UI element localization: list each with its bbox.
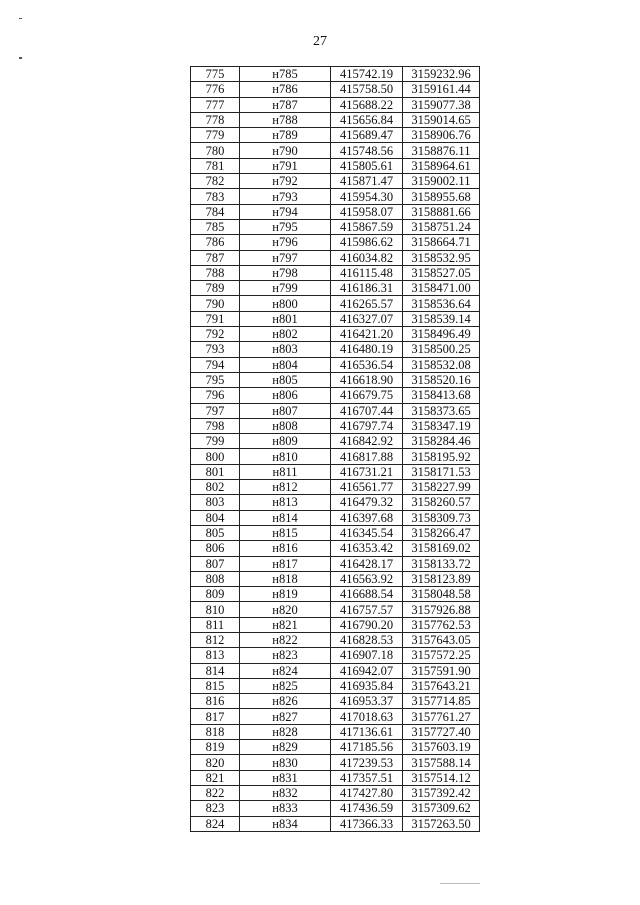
row-number-cell: 811 xyxy=(191,617,240,632)
row-number-cell: 795 xyxy=(191,372,240,387)
y-coordinate-cell: 3158664.71 xyxy=(403,235,480,250)
y-coordinate-cell: 3158539.14 xyxy=(403,311,480,326)
x-coordinate-cell: 415689.47 xyxy=(331,128,403,143)
point-id-cell: н798 xyxy=(240,265,331,280)
table-row xyxy=(191,724,480,739)
table-row xyxy=(191,128,480,143)
x-coordinate-cell: 417239.53 xyxy=(331,755,403,770)
x-coordinate-cell: 416479.32 xyxy=(331,495,403,510)
table-row xyxy=(191,434,480,449)
y-coordinate-cell: 3157588.14 xyxy=(403,755,480,770)
row-number-cell: 796 xyxy=(191,388,240,403)
x-coordinate-cell: 415871.47 xyxy=(331,174,403,189)
point-id-cell: н796 xyxy=(240,235,331,250)
point-id-cell: н819 xyxy=(240,587,331,602)
row-number-cell: 784 xyxy=(191,204,240,219)
row-number-cell: 802 xyxy=(191,480,240,495)
point-id-cell: н785 xyxy=(240,67,331,82)
point-id-cell: н810 xyxy=(240,449,331,464)
table-row xyxy=(191,403,480,418)
x-coordinate-cell: 416345.54 xyxy=(331,525,403,540)
y-coordinate-cell: 3158048.58 xyxy=(403,587,480,602)
x-coordinate-cell: 417357.51 xyxy=(331,770,403,785)
table-row xyxy=(191,785,480,800)
row-number-cell: 779 xyxy=(191,128,240,143)
row-number-cell: 824 xyxy=(191,816,240,831)
x-coordinate-cell: 416707.44 xyxy=(331,403,403,418)
row-number-cell: 799 xyxy=(191,434,240,449)
x-coordinate-cell: 417366.33 xyxy=(331,816,403,831)
table-row xyxy=(191,694,480,709)
y-coordinate-cell: 3158751.24 xyxy=(403,219,480,234)
table-row xyxy=(191,342,480,357)
point-id-cell: н808 xyxy=(240,418,331,433)
point-id-cell: н821 xyxy=(240,617,331,632)
point-id-cell: н833 xyxy=(240,801,331,816)
table-row xyxy=(191,67,480,82)
x-coordinate-cell: 416679.75 xyxy=(331,388,403,403)
point-id-cell: н831 xyxy=(240,770,331,785)
table-row xyxy=(191,632,480,647)
point-id-cell: н801 xyxy=(240,311,331,326)
x-coordinate-cell: 416115.48 xyxy=(331,265,403,280)
point-id-cell: н817 xyxy=(240,556,331,571)
point-id-cell: н829 xyxy=(240,740,331,755)
table-row xyxy=(191,219,480,234)
row-number-cell: 792 xyxy=(191,327,240,342)
y-coordinate-cell: 3159077.38 xyxy=(403,97,480,112)
row-number-cell: 791 xyxy=(191,311,240,326)
point-id-cell: н804 xyxy=(240,357,331,372)
x-coordinate-cell: 417018.63 xyxy=(331,709,403,724)
x-coordinate-cell: 416953.37 xyxy=(331,694,403,709)
row-number-cell: 816 xyxy=(191,694,240,709)
x-coordinate-cell: 416731.21 xyxy=(331,464,403,479)
x-coordinate-cell: 416265.57 xyxy=(331,296,403,311)
point-id-cell: н809 xyxy=(240,434,331,449)
y-coordinate-cell: 3158284.46 xyxy=(403,434,480,449)
point-id-cell: н795 xyxy=(240,219,331,234)
row-number-cell: 781 xyxy=(191,158,240,173)
row-number-cell: 819 xyxy=(191,740,240,755)
y-coordinate-cell: 3158133.72 xyxy=(403,556,480,571)
row-number-cell: 786 xyxy=(191,235,240,250)
table-row xyxy=(191,480,480,495)
table-row xyxy=(191,327,480,342)
x-coordinate-cell: 416561.77 xyxy=(331,480,403,495)
x-coordinate-cell: 416907.18 xyxy=(331,648,403,663)
y-coordinate-cell: 3158227.99 xyxy=(403,480,480,495)
table-row xyxy=(191,388,480,403)
x-coordinate-cell: 417427.80 xyxy=(331,785,403,800)
x-coordinate-cell: 417136.61 xyxy=(331,724,403,739)
point-id-cell: н811 xyxy=(240,464,331,479)
table-row xyxy=(191,678,480,693)
table-row xyxy=(191,418,480,433)
row-number-cell: 785 xyxy=(191,219,240,234)
y-coordinate-cell: 3157926.88 xyxy=(403,602,480,617)
row-number-cell: 783 xyxy=(191,189,240,204)
point-id-cell: н788 xyxy=(240,112,331,127)
point-id-cell: н812 xyxy=(240,480,331,495)
y-coordinate-cell: 3158536.64 xyxy=(403,296,480,311)
row-number-cell: 777 xyxy=(191,97,240,112)
point-id-cell: н805 xyxy=(240,372,331,387)
point-id-cell: н816 xyxy=(240,541,331,556)
row-number-cell: 813 xyxy=(191,648,240,663)
x-coordinate-cell: 415742.19 xyxy=(331,67,403,82)
y-coordinate-cell: 3157762.53 xyxy=(403,617,480,632)
row-number-cell: 823 xyxy=(191,801,240,816)
point-id-cell: н789 xyxy=(240,128,331,143)
point-id-cell: н803 xyxy=(240,342,331,357)
row-number-cell: 794 xyxy=(191,357,240,372)
table-row xyxy=(191,770,480,785)
point-id-cell: н828 xyxy=(240,724,331,739)
table-row xyxy=(191,265,480,280)
table-row xyxy=(191,648,480,663)
y-coordinate-cell: 3157591.90 xyxy=(403,663,480,678)
point-id-cell: н813 xyxy=(240,495,331,510)
row-number-cell: 798 xyxy=(191,418,240,433)
y-coordinate-cell: 3157714.85 xyxy=(403,694,480,709)
x-coordinate-cell: 415688.22 xyxy=(331,97,403,112)
scan-mark xyxy=(440,883,480,884)
table-row xyxy=(191,464,480,479)
x-coordinate-cell: 416618.90 xyxy=(331,372,403,387)
point-id-cell: н832 xyxy=(240,785,331,800)
point-id-cell: н794 xyxy=(240,204,331,219)
table-row xyxy=(191,495,480,510)
x-coordinate-cell: 416790.20 xyxy=(331,617,403,632)
y-coordinate-cell: 3158195.92 xyxy=(403,449,480,464)
point-id-cell: н790 xyxy=(240,143,331,158)
row-number-cell: 780 xyxy=(191,143,240,158)
point-id-cell: н793 xyxy=(240,189,331,204)
table-row xyxy=(191,816,480,831)
y-coordinate-cell: 3158309.73 xyxy=(403,510,480,525)
x-coordinate-cell: 416536.54 xyxy=(331,357,403,372)
y-coordinate-cell: 3158266.47 xyxy=(403,525,480,540)
row-number-cell: 822 xyxy=(191,785,240,800)
y-coordinate-cell: 3158123.89 xyxy=(403,571,480,586)
point-id-cell: н825 xyxy=(240,678,331,693)
y-coordinate-cell: 3157603.19 xyxy=(403,740,480,755)
y-coordinate-cell: 3158906.76 xyxy=(403,128,480,143)
point-id-cell: н786 xyxy=(240,82,331,97)
x-coordinate-cell: 416828.53 xyxy=(331,632,403,647)
row-number-cell: 804 xyxy=(191,510,240,525)
table-row xyxy=(191,525,480,540)
y-coordinate-cell: 3159232.96 xyxy=(403,67,480,82)
table-row xyxy=(191,97,480,112)
y-coordinate-cell: 3157392.42 xyxy=(403,785,480,800)
x-coordinate-cell: 416327.07 xyxy=(331,311,403,326)
table-row xyxy=(191,602,480,617)
x-coordinate-cell: 416842.92 xyxy=(331,434,403,449)
row-number-cell: 789 xyxy=(191,281,240,296)
table-row xyxy=(191,709,480,724)
table-row xyxy=(191,740,480,755)
y-coordinate-cell: 3159161.44 xyxy=(403,82,480,97)
x-coordinate-cell: 416397.68 xyxy=(331,510,403,525)
point-id-cell: н818 xyxy=(240,571,331,586)
y-coordinate-cell: 3158532.95 xyxy=(403,250,480,265)
table-row xyxy=(191,189,480,204)
y-coordinate-cell: 3158955.68 xyxy=(403,189,480,204)
point-id-cell: н792 xyxy=(240,174,331,189)
table-row xyxy=(191,801,480,816)
table-row xyxy=(191,663,480,678)
x-coordinate-cell: 415805.61 xyxy=(331,158,403,173)
point-id-cell: н822 xyxy=(240,632,331,647)
row-number-cell: 778 xyxy=(191,112,240,127)
table-row xyxy=(191,112,480,127)
point-id-cell: н815 xyxy=(240,525,331,540)
row-number-cell: 782 xyxy=(191,174,240,189)
point-id-cell: н824 xyxy=(240,663,331,678)
row-number-cell: 814 xyxy=(191,663,240,678)
y-coordinate-cell: 3158171.53 xyxy=(403,464,480,479)
y-coordinate-cell: 3158527.05 xyxy=(403,265,480,280)
y-coordinate-cell: 3158413.68 xyxy=(403,388,480,403)
x-coordinate-cell: 415986.62 xyxy=(331,235,403,250)
scan-mark xyxy=(19,18,22,19)
y-coordinate-cell: 3157572.25 xyxy=(403,648,480,663)
table-row xyxy=(191,281,480,296)
point-id-cell: н823 xyxy=(240,648,331,663)
row-number-cell: 790 xyxy=(191,296,240,311)
point-id-cell: н834 xyxy=(240,816,331,831)
x-coordinate-cell: 416817.88 xyxy=(331,449,403,464)
x-coordinate-cell: 416480.19 xyxy=(331,342,403,357)
y-coordinate-cell: 3157643.21 xyxy=(403,678,480,693)
table-row xyxy=(191,311,480,326)
row-number-cell: 821 xyxy=(191,770,240,785)
row-number-cell: 800 xyxy=(191,449,240,464)
y-coordinate-cell: 3159002.11 xyxy=(403,174,480,189)
row-number-cell: 803 xyxy=(191,495,240,510)
y-coordinate-cell: 3158500.25 xyxy=(403,342,480,357)
point-id-cell: н814 xyxy=(240,510,331,525)
point-id-cell: н791 xyxy=(240,158,331,173)
table-row xyxy=(191,158,480,173)
y-coordinate-cell: 3157309.62 xyxy=(403,801,480,816)
row-number-cell: 806 xyxy=(191,541,240,556)
point-id-cell: н807 xyxy=(240,403,331,418)
y-coordinate-cell: 3157761.27 xyxy=(403,709,480,724)
x-coordinate-cell: 417436.59 xyxy=(331,801,403,816)
y-coordinate-cell: 3158520.16 xyxy=(403,372,480,387)
x-coordinate-cell: 416942.07 xyxy=(331,663,403,678)
row-number-cell: 809 xyxy=(191,587,240,602)
table-row xyxy=(191,357,480,372)
point-id-cell: н787 xyxy=(240,97,331,112)
table-row xyxy=(191,174,480,189)
x-coordinate-cell: 416034.82 xyxy=(331,250,403,265)
table-row xyxy=(191,82,480,97)
x-coordinate-cell: 415954.30 xyxy=(331,189,403,204)
x-coordinate-cell: 417185.56 xyxy=(331,740,403,755)
row-number-cell: 776 xyxy=(191,82,240,97)
row-number-cell: 787 xyxy=(191,250,240,265)
x-coordinate-cell: 416935.84 xyxy=(331,678,403,693)
x-coordinate-cell: 416797.74 xyxy=(331,418,403,433)
x-coordinate-cell: 415748.56 xyxy=(331,143,403,158)
x-coordinate-cell: 416421.20 xyxy=(331,327,403,342)
point-id-cell: н820 xyxy=(240,602,331,617)
row-number-cell: 797 xyxy=(191,403,240,418)
point-id-cell: н806 xyxy=(240,388,331,403)
y-coordinate-cell: 3158532.08 xyxy=(403,357,480,372)
row-number-cell: 812 xyxy=(191,632,240,647)
point-id-cell: н802 xyxy=(240,327,331,342)
y-coordinate-cell: 3158876.11 xyxy=(403,143,480,158)
point-id-cell: н827 xyxy=(240,709,331,724)
point-id-cell: н826 xyxy=(240,694,331,709)
row-number-cell: 820 xyxy=(191,755,240,770)
table-row xyxy=(191,541,480,556)
table-row xyxy=(191,143,480,158)
row-number-cell: 775 xyxy=(191,67,240,82)
table-row xyxy=(191,296,480,311)
point-id-cell: н799 xyxy=(240,281,331,296)
table-row xyxy=(191,755,480,770)
y-coordinate-cell: 3158496.49 xyxy=(403,327,480,342)
row-number-cell: 807 xyxy=(191,556,240,571)
x-coordinate-cell: 416428.17 xyxy=(331,556,403,571)
row-number-cell: 815 xyxy=(191,678,240,693)
y-coordinate-cell: 3158373.65 xyxy=(403,403,480,418)
table-row xyxy=(191,587,480,602)
table-row xyxy=(191,556,480,571)
table-row xyxy=(191,372,480,387)
x-coordinate-cell: 415867.59 xyxy=(331,219,403,234)
x-coordinate-cell: 416688.54 xyxy=(331,587,403,602)
y-coordinate-cell: 3158169.02 xyxy=(403,541,480,556)
point-id-cell: н800 xyxy=(240,296,331,311)
y-coordinate-cell: 3158964.61 xyxy=(403,158,480,173)
x-coordinate-cell: 415656.84 xyxy=(331,112,403,127)
page-number: 27 xyxy=(313,34,327,49)
table-row xyxy=(191,250,480,265)
row-number-cell: 805 xyxy=(191,525,240,540)
y-coordinate-cell: 3157514.12 xyxy=(403,770,480,785)
coordinates-table-body xyxy=(191,67,480,832)
row-number-cell: 788 xyxy=(191,265,240,280)
scan-mark xyxy=(19,57,22,59)
table-row xyxy=(191,449,480,464)
x-coordinate-cell: 415958.07 xyxy=(331,204,403,219)
x-coordinate-cell: 416757.57 xyxy=(331,602,403,617)
x-coordinate-cell: 416186.31 xyxy=(331,281,403,296)
row-number-cell: 801 xyxy=(191,464,240,479)
row-number-cell: 810 xyxy=(191,602,240,617)
y-coordinate-cell: 3157643.05 xyxy=(403,632,480,647)
row-number-cell: 817 xyxy=(191,709,240,724)
y-coordinate-cell: 3159014.65 xyxy=(403,112,480,127)
point-id-cell: н830 xyxy=(240,755,331,770)
table-row xyxy=(191,617,480,632)
table-row xyxy=(191,510,480,525)
x-coordinate-cell: 416353.42 xyxy=(331,541,403,556)
row-number-cell: 808 xyxy=(191,571,240,586)
y-coordinate-cell: 3158471.00 xyxy=(403,281,480,296)
y-coordinate-cell: 3157263.50 xyxy=(403,816,480,831)
y-coordinate-cell: 3158347.19 xyxy=(403,418,480,433)
row-number-cell: 793 xyxy=(191,342,240,357)
x-coordinate-cell: 415758.50 xyxy=(331,82,403,97)
row-number-cell: 818 xyxy=(191,724,240,739)
y-coordinate-cell: 3157727.40 xyxy=(403,724,480,739)
table-row xyxy=(191,571,480,586)
x-coordinate-cell: 416563.92 xyxy=(331,571,403,586)
y-coordinate-cell: 3158260.57 xyxy=(403,495,480,510)
y-coordinate-cell: 3158881.66 xyxy=(403,204,480,219)
point-id-cell: н797 xyxy=(240,250,331,265)
table-row xyxy=(191,235,480,250)
coordinates-table xyxy=(190,66,480,832)
table-row xyxy=(191,204,480,219)
